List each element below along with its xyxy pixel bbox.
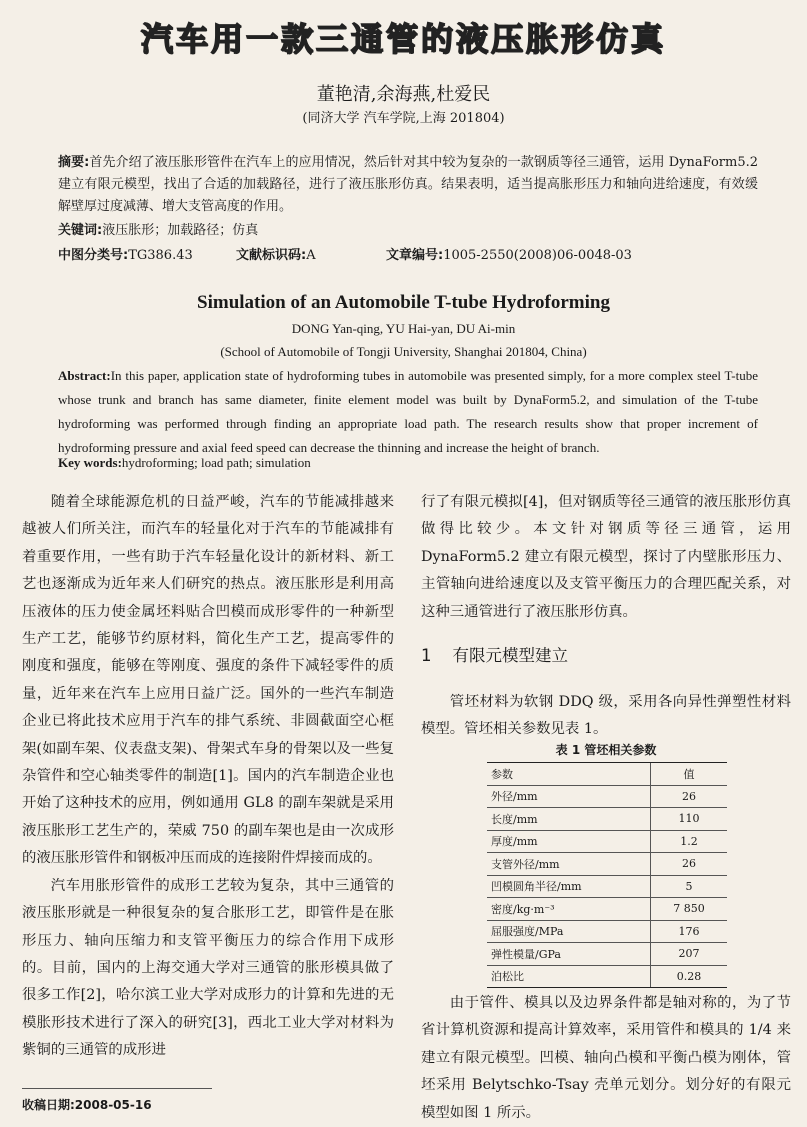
table-header-cell: 值 (651, 763, 728, 786)
table-cell: 密度/kg·m⁻³ (487, 898, 651, 921)
table-row (487, 830, 727, 853)
classification-line (58, 244, 758, 263)
table-cell: 26 (651, 853, 728, 876)
table-row (487, 920, 727, 943)
table-cell: 5 (651, 875, 728, 898)
cls-number-value: TG386.43 (128, 248, 193, 263)
paper-title-en: Simulation of an Automobile T-tube Hydroforming (197, 292, 610, 313)
table-cell: 外径/mm (487, 785, 651, 808)
body-paragraph: 行了有限元模拟[4]，但对钢质等径三通管的液压胀形仿真做得比较少。本文针对钢质等径三通管，运用 DynaForm5.2 建立有限元模型，探讨了内壁胀形压力、主管轴向进给速度以及支管平衡压力的合理匹配关系，对这种三通管进行了液压胀形仿真。 (421, 494, 791, 620)
table-row (487, 875, 727, 898)
abstract-en (58, 364, 758, 460)
body-paragraph: 随着全球能源危机的日益严峻，汽车的节能减排越来越被人们所关注，而汽车的轻量化对于汽车的节能减排有着重要作用，一些有助于汽车轻量化设计的新材料、新工艺也逐渐成为近年来人们研究的热点。液压胀形是利用高压液体的压力使金属坯料贴合凹模而成形零件的一种新型生产工艺，能够节约原材料，简化生产工艺，提高零件的刚度和强度，能够在等刚度、强度的条件下减轻零件的质量，近年来在汽车上应用日益广泛。国外的一些汽车制造企业已将此技术应用于汽车的排气系统、非圆截面空心框架(如副车架、仪表盘支架)、骨架式车身的骨架以及一些复杂管件和空心轴类零件的制造[1]。国内的汽车制造企业也开始了这种技术的应用，例如通用 GL8 的副车架就是采用液压胀形工艺生产的，荣威 750 的副车架也是由一次成形的液压胀形管件和钢板冲压而成的连接附件焊接而成的。 (22, 494, 394, 867)
body-right-column-top (421, 489, 791, 626)
table-row (487, 898, 727, 921)
body-left-column (22, 489, 394, 1065)
received-date-footnote (22, 1096, 152, 1113)
table-cell: 厚度/mm (487, 830, 651, 853)
footnote-divider (22, 1088, 212, 1089)
table-cell: 弹性模量/GPa (487, 943, 651, 966)
table-cell: 176 (651, 920, 728, 943)
paper-title-cn: 汽车用一款三通管的液压胀形仿真 (140, 20, 666, 58)
keywords-en-label: Key words: (58, 455, 122, 470)
article-number-value: 1005-2550(2008)06-0048-03 (443, 248, 632, 263)
affiliation-en: (School of Automobile of Tongji University, Shanghai 201804, China) (220, 344, 587, 359)
abstract-cn (58, 152, 758, 218)
abstract-en-label: Abstract: (58, 368, 111, 383)
section-number: 1 (421, 646, 432, 665)
authors-en: DONG Yan-qing, YU Hai-yan, DU Ai-min (291, 321, 516, 336)
abstract-cn-label: 摘要: (58, 155, 90, 170)
body-right-column-bottom (421, 990, 791, 1127)
authors-cn: 董艳清,余海燕,杜爱民 (316, 84, 491, 105)
table-cell: 7 850 (651, 898, 728, 921)
table-cell: 凹模圆角半径/mm (487, 875, 651, 898)
table-row (487, 943, 727, 966)
table-cell: 0.28 (651, 965, 728, 988)
table-cell: 1.2 (651, 830, 728, 853)
keywords-en (58, 455, 311, 471)
footnote-text: 收稿日期:2008-05-16 (22, 1098, 152, 1112)
table-header-cell: 参数 (487, 763, 651, 786)
table-cell: 26 (651, 785, 728, 808)
doc-code-label: 文献标识码: (236, 248, 307, 263)
parameter-table (487, 762, 727, 988)
body-paragraph: 管坯材料为软钢 DDQ 级，采用各向异性弹塑性材料模型。管坯相关参数见表 1。 (421, 694, 791, 738)
table-cell: 屈服强度/MPa (487, 920, 651, 943)
section-heading (421, 642, 568, 666)
keywords-cn (58, 219, 258, 238)
abstract-cn-text: 首先介绍了液压胀形管件在汽车上的应用情况，然后针对其中较为复杂的一款钢质等径三通管，运用 DynaForm5.2 建立有限元模型，找出了合适的加载路径，进行了液压胀形仿真。结果表明，适当提高胀形压力和轴向进给速度，有效缓解壁厚过度减薄、增大支管高度的作用。 (58, 155, 758, 214)
keywords-cn-label: 关键词: (58, 223, 103, 238)
table-cell: 支管外径/mm (487, 853, 651, 876)
body-paragraph: 由于管件、模具以及边界条件都是轴对称的，为了节省计算机资源和提高计算效率，采用管件和模具的 1/4 来建立有限元模型。凹模、轴向凸模和平衡凸模为刚体，管坯采用 Belytschko-Tsay 壳单元划分。划分好的有限元模型如图 1 所示。 (421, 995, 791, 1121)
body-right-column-mid (421, 689, 791, 744)
abstract-en-text: In this paper, application state of hydroforming tubes in automobile was presented simply, for a more complex steel T-tube whose trunk and branch has same diameter, finite element model was built by DynaForm5.2, and simulation of the T-tube hydroforming was performed through finding an appropriate load path. The research results show that proper increment of hydroforming pressure and axial feed speed can decrease the thinning and increase the height of branch. (58, 368, 758, 455)
article-number-label: 文章编号: (386, 248, 444, 263)
table-row (487, 808, 727, 831)
table-cell: 207 (651, 943, 728, 966)
table-row (487, 785, 727, 808)
keywords-cn-text: 液压胀形；加载路径；仿真 (102, 223, 259, 238)
body-paragraph: 汽车用胀形管件的成形工艺较为复杂，其中三通管的液压胀形就是一种很复杂的复合胀形工艺，即管件是在胀形压力、轴向压缩力和支管平衡压力的综合作用下成形的。目前，国内的上海交通大学对三通管的胀形模具做了很多工作[2]，哈尔滨工业大学对成形力的计算和先进的无模胀形技术进行了深入的研究[3]，西北工业大学对材料为紫铜的三通管的成形进 (22, 877, 394, 1059)
section-title: 有限元模型建立 (452, 646, 568, 665)
keywords-en-text: hydroforming; load path; simulation (121, 455, 311, 470)
table-cell: 泊松比 (487, 965, 651, 988)
table-caption: 表 1 管坯相关参数 (555, 743, 657, 757)
affiliation-cn: (同济大学 汽车学院,上海 201804) (302, 111, 505, 126)
table-row (487, 965, 727, 988)
table-row (487, 853, 727, 876)
table-cell: 110 (651, 808, 728, 831)
doc-code-value: A (306, 248, 316, 263)
table-cell: 长度/mm (487, 808, 651, 831)
table-header-row (487, 763, 727, 786)
cls-number-label: 中图分类号: (58, 248, 129, 263)
